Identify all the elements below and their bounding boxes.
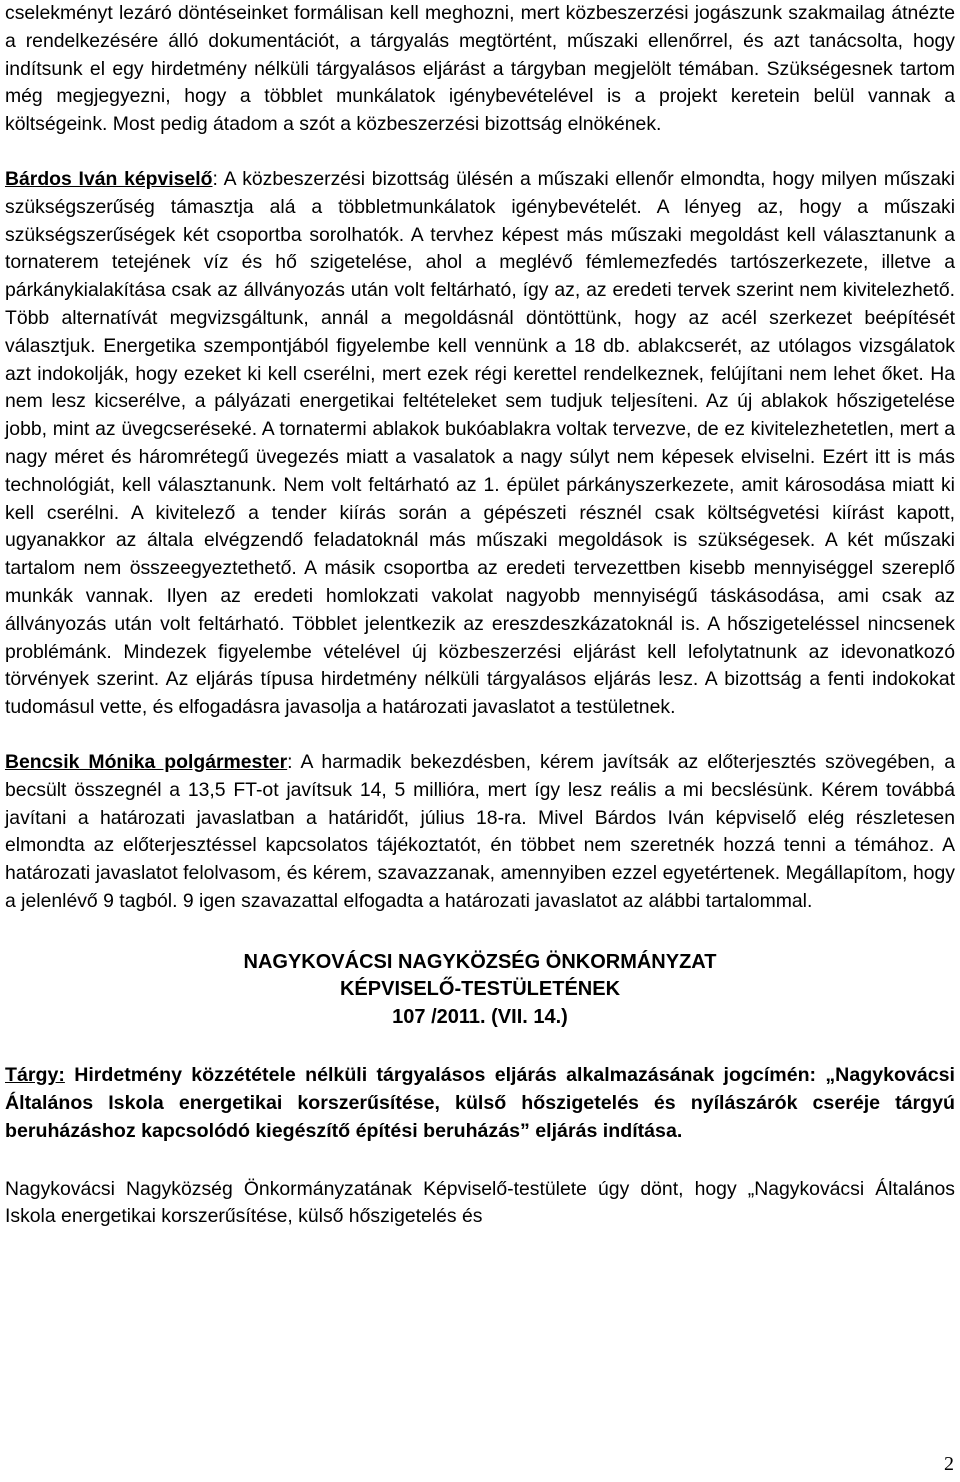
intro-paragraph: cselekményt lezáró döntéseinket formálisan kell meghozni, mert közbeszerzési jogászunk szakmailag átnézte a rendelkezésére álló dokumentációt, a tárgyalás megtörtént, műszaki ellenőrrel, és azt tanácsolta, hogy indítsunk el egy hirdetmény nélküli tárgyalásos eljárást a tárgyban megjelölt témában. Szükségesnek tartom még megjegyezni, hogy a többlet munkálatok igénybevételével is a projekt keretein belül vannak a költségeink. Most pedig átadom a szót a közbeszerzési bizottság elnökének. <box>5 2 955 136</box>
document-page <box>5 0 955 1231</box>
decision-paragraph: Nagykovácsi Nagyközség Önkormányzatának Képviselő-testülete úgy dönt, hogy „Nagykovácsi Általános Iskola energetikai korszerűsítése, külső hőszigetelés és <box>5 1177 955 1228</box>
speaker-name: Bencsik Mónika polgármester <box>5 750 288 773</box>
resolution-issuer: NAGYKOVÁCSI NAGYKÖZSÉG ÖNKORMÁNYZAT <box>243 950 717 973</box>
subject-label: Tárgy: <box>5 1064 65 1087</box>
resolution-subject <box>5 1062 955 1145</box>
resolution-body: KÉPVISELŐ-TESTÜLETÉNEK <box>339 978 621 1001</box>
speech-text: A harmadik bekezdésben, kérem javítsák az előterjesztés szövegében, a becsült összegnél a 13,5 FT-ot javítsuk 14, 5 millióra, mert így lesz reális a mi becslésünk. Kérem továbbá javítani a határozati javaslatban a határidőt, július 18-ra. Mivel Bárdos Iván képviselő elég részletesen elmondta az előterjesztéssel kapcsolatos tájékoztatót, én többet nem szeretnék hozzá tenni a témához. A határozati javaslatot felolvasom, és kérem, szavazzanak, amennyiben ezzel egyetértenek. Megállapítom, hogy a jelenlévő 9 tagból. 9 igen szavazattal elfogadta a határozati javaslatot az alábbi tartalommal. <box>5 750 955 912</box>
resolution-number: 107 /2011. (VII. 14.) <box>392 1005 568 1028</box>
speech-text: A közbeszerzési bizottság ülésén a műszaki ellenőr elmondta, hogy milyen műszaki szükségszerűség támasztja alá a többletmunkálatok igénybevételét. A lényeg az, hogy a műszaki szükségszerűségek két csoportba sorolhatók. A tervhez képest más műszaki megoldást kell választanunk a tornaterem tetejének víz és hő szigetelése, ahol a meglévő fémlemezfedés tartószerkezete, illetve a párkánykialakítása csak az állványozás után volt feltárható, így az, az eredeti tervek szerint nem kivitelezhető. Több alternatívát megvizsgáltunk, annál a megoldásnál döntöttünk, hogy az acél szerkezet beépítését választjuk. Energetika szempontjából figyelembe kell vennünk a 18 db. ablakcserét, az utólagos vizsgálatok azt indokolják, hogy ezeket ki kell cserélni, mert ezek régi kerettel rendelkeznek, felújítani nem lehet őket. Ha nem lesz kicserélve, a pályázati energetikai feltételeket sem tudjuk teljesíteni. Az új ablakok hőszigetelése jobb, mint az üvegcseréseké. A tornatermi ablakok bukóablakra voltak tervezve, de ez kivitelezhetetlen, mert a nagy méret és háromrétegű üvegezés miatt a vasalatok a nagy súlyt nem képesek elviselni. Ezért itt is más technológiát, kell választanunk. Nem volt feltárható az 1. épület párkányszerkezete, amit károsodása miatt ki kell cserélni. A kivitelező a tender kiírás során a gépészeti résznél csak költségvetési kiírást kapott, ugyanakkor az általa elvégzendő feladatoknál más műszaki megoldások is szükségesek. A két műszaki tartalom nem összeegyeztethető. A másik csoportba az eredeti tervezettben kisebb mennyiséggel szereplő munkák vannak. Ilyen az eredeti homlokzati vakolat nagyobb mennyiségű táskásodása, ami csak az állványozás után volt feltárható. Többlet jelentkezik az ereszdeszkázatoknál is. A hőszigeteléssel nincsenek problémánk. Mindezek figyelembe vételével új közbeszerzési eljárást kell lefolytatnunk az idevonatkozó törvények szerint. Az eljárás típusa hirdetmény nélküli tárgyalásos eljárás lesz. A bizottság a fenti indokokat tudomásul vette, és elfogadásra javasolja a határozati javaslatot a testületnek. <box>5 167 955 719</box>
speech-bencsik: Bencsik Mónika polgármester: A harmadik bekezdésben, kérem javítsák az előterjesztés szövegében, a becsült összegnél a 13,5 FT-ot javítsuk 14, 5 millióra, mert így lesz reális a mi becslésünk. Kérem továbbá javítani a határozati javaslatban a határidőt, július 18-ra. Mivel Bárdos Iván képviselő elég részletesen elmondta az előterjesztéssel kapcsolatos tájékoztatót, én többet nem szeretnék hozzá tenni a témához. A határozati javaslatot felolvasom, és kérem, szavazzanak, amennyiben ezzel egyetértenek. Megállapítom, hogy a jelenlévő 9 tagból. 9 igen szavazattal elfogadta a határozati javaslatot az alábbi tartalommal. <box>5 750 955 912</box>
subject-text: Hirdetmény közzététele nélküli tárgyalásos eljárás alkalmazásának jogcímén: „Nagykovácsi Általános Iskola energetikai korszerűsítése, külső hőszigetelés és nyílászárók cseréje tárgyú beruházáshoz kapcsolódó kiegészítő építési beruházás” eljárás indítása. <box>5 1064 955 1142</box>
resolution-heading <box>5 949 955 1032</box>
speaker-name: Bárdos Iván képviselő <box>5 167 213 190</box>
speech-bardos: Bárdos Iván képviselő: A közbeszerzési bizottság ülésén a műszaki ellenőr elmondta, hogy milyen műszaki szükségszerűség támasztja alá a többletmunkálatok igénybevételét. A lényeg az, hogy a műszaki szükségszerűségek két csoportba sorolhatók. A tervhez képest más műszaki megoldást kell választanunk a tornaterem tetejének víz és hő szigetelése, ahol a meglévő fémlemezfedés tartószerkezete, illetve a párkánykialakítása csak az állványozás után volt feltárható, így az, az eredeti tervek szerint nem kivitelezhető. Több alternatívát megvizsgáltunk, annál a megoldásnál döntöttünk, hogy az acél szerkezet beépítését választjuk. Energetika szempontjából figyelembe kell vennünk a 18 db. ablakcserét, az utólagos vizsgálatok azt indokolják, hogy ezeket ki kell cserélni, mert ezek régi kerettel rendelkeznek, felújítani nem lehet őket. Ha nem lesz kicserélve, a pályázati energetikai feltételeket sem tudjuk teljesíteni. Az új ablakok hőszigetelése jobb, mint az üvegcseréseké. A tornatermi ablakok bukóablakra voltak tervezve, de ez kivitelezhetetlen, mert a nagy méret és háromrétegű üvegezés miatt a vasalatok a nagy súlyt nem képesek elviselni. Ezért itt is más technológiát, kell választanunk. Nem volt feltárható az 1. épület párkányszerkezete, amit károsodása miatt ki kell cserélni. A kivitelező a tender kiírás során a gépészeti résznél csak költségvetési kiírást kapott, ugyanakkor az általa elvégzendő feladatoknál más műszaki megoldások is szükségesek. A két műszaki tartalom nem összeegyeztethető. A másik csoportba az eredeti tervezettben kisebb mennyiséggel szereplő munkák vannak. Ilyen az eredeti homlokzati vakolat nagyobb mennyiségű táskásodása, ami csak az állványozás után volt feltárható. Többlet jelentkezik az ereszdeszkázatoknál is. A hőszigeteléssel nincsenek problémánk. Mindezek figyelembe vételével új közbeszerzési eljárást kell lefolytatnunk az idevonatkozó törvények szerint. Az eljárás típusa hirdetmény nélküli tárgyalásos eljárás lesz. A bizottság a fenti indokokat tudomásul vette, és elfogadásra javasolja a határozati javaslatot a testületnek. <box>5 167 955 719</box>
page-number: 2 <box>944 1453 954 1475</box>
